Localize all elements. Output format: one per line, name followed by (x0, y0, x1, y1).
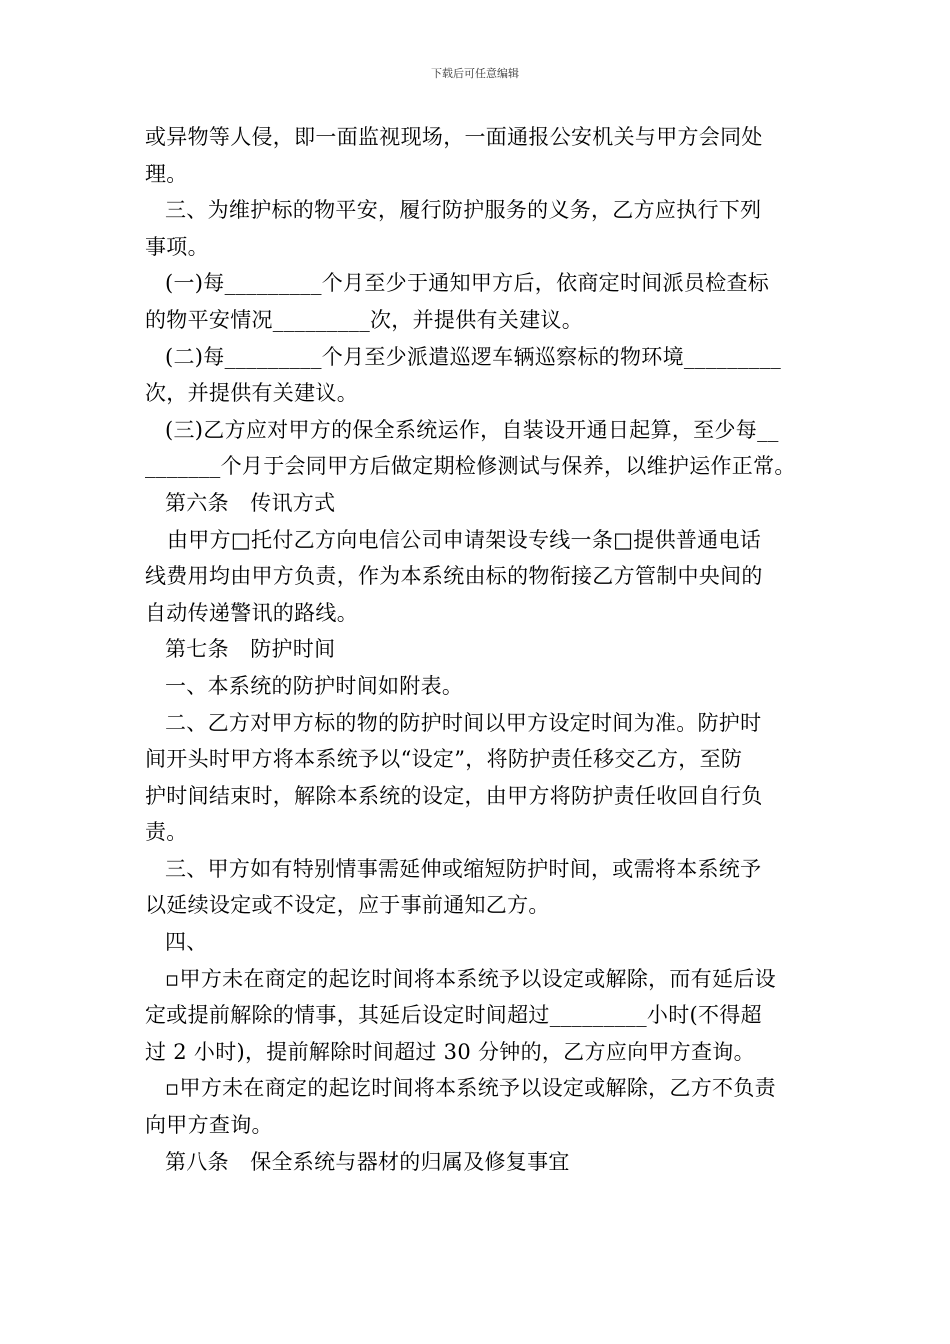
text-line: 责。 (145, 820, 188, 845)
text-line: 的物平安情况_________次，并提供有关建议。 (145, 307, 583, 332)
section-heading: 第六条 传讯方式 (165, 490, 336, 515)
text-line: 三、为维护标的物平安，履行防护服务的义务，乙方应执行下列 (165, 198, 762, 223)
text-line: ▫甲方未在商定的起讫时间将本系统予以设定或解除，而有延后设 (165, 966, 776, 991)
text-line: 过 2 小时)，提前解除时间超过 30 分钟的，乙方应向甲方查询。 (145, 1039, 755, 1064)
text-line: 向甲方查询。 (145, 1113, 273, 1138)
text-line: 三、甲方如有特别情事需延伸或缩短防护时间，或需将本系统予 (165, 856, 762, 881)
text-line: 一、本系统的防护时间如附表。 (165, 673, 464, 698)
text-line: 护时间结束时，解除本系统的设定，由甲方将防护责任收回自行负 (145, 783, 763, 808)
text-line: 由甲方□托付乙方向电信公司申请架设专线一条□提供普通电话 (167, 527, 762, 552)
text-line: 事项。 (145, 234, 209, 259)
page-header-watermark: 下载后可任意编辑 (431, 67, 519, 80)
text-line: 次，并提供有关建议。 (145, 381, 358, 406)
text-line: (二)每_________个月至少派遣巡逻车辆巡察标的物环境_________ (165, 344, 782, 369)
text-line: _______个月于会同甲方后做定期检修测试与保养，以维护运作正常。 (145, 454, 796, 479)
text-line: (一)每_________个月至少于通知甲方后，依商定时间派员检查标 (165, 271, 770, 296)
text-line: 自动传递警讯的路线。 (145, 600, 358, 625)
text-line: ▫甲方未在商定的起讫时间将本系统予以设定或解除，乙方不负责 (165, 1076, 776, 1101)
text-line: 四、 (165, 930, 208, 955)
section-heading: 第七条 防护时间 (165, 637, 336, 662)
text-line: 线费用均由甲方负责，作为本系统由标的物衔接乙方管制中央间的 (145, 564, 763, 589)
document-body (145, 119, 813, 1180)
text-line: 定或提前解除的情事，其延后设定时间超过_________小时(不得超 (145, 1003, 762, 1028)
text-line: 二、乙方对甲方标的物的防护时间以甲方设定时间为准。防护时 (165, 710, 762, 735)
section-heading: 第八条 保全系统与器材的归属及修复事宜 (165, 1149, 570, 1174)
text-line: 理。 (145, 161, 188, 186)
text-line: (三)乙方应对甲方的保全系统运作，自装设开通日起算，至少每__ (165, 417, 779, 442)
text-line: 间开头时甲方将本系统予以“设定”，将防护责任移交乙方，至防 (145, 747, 743, 772)
text-line: 以延续设定或不设定，应于事前通知乙方。 (145, 893, 550, 918)
text-line: 或异物等人侵，即一面监视现场，一面通报公安机关与甲方会同处 (145, 125, 763, 149)
